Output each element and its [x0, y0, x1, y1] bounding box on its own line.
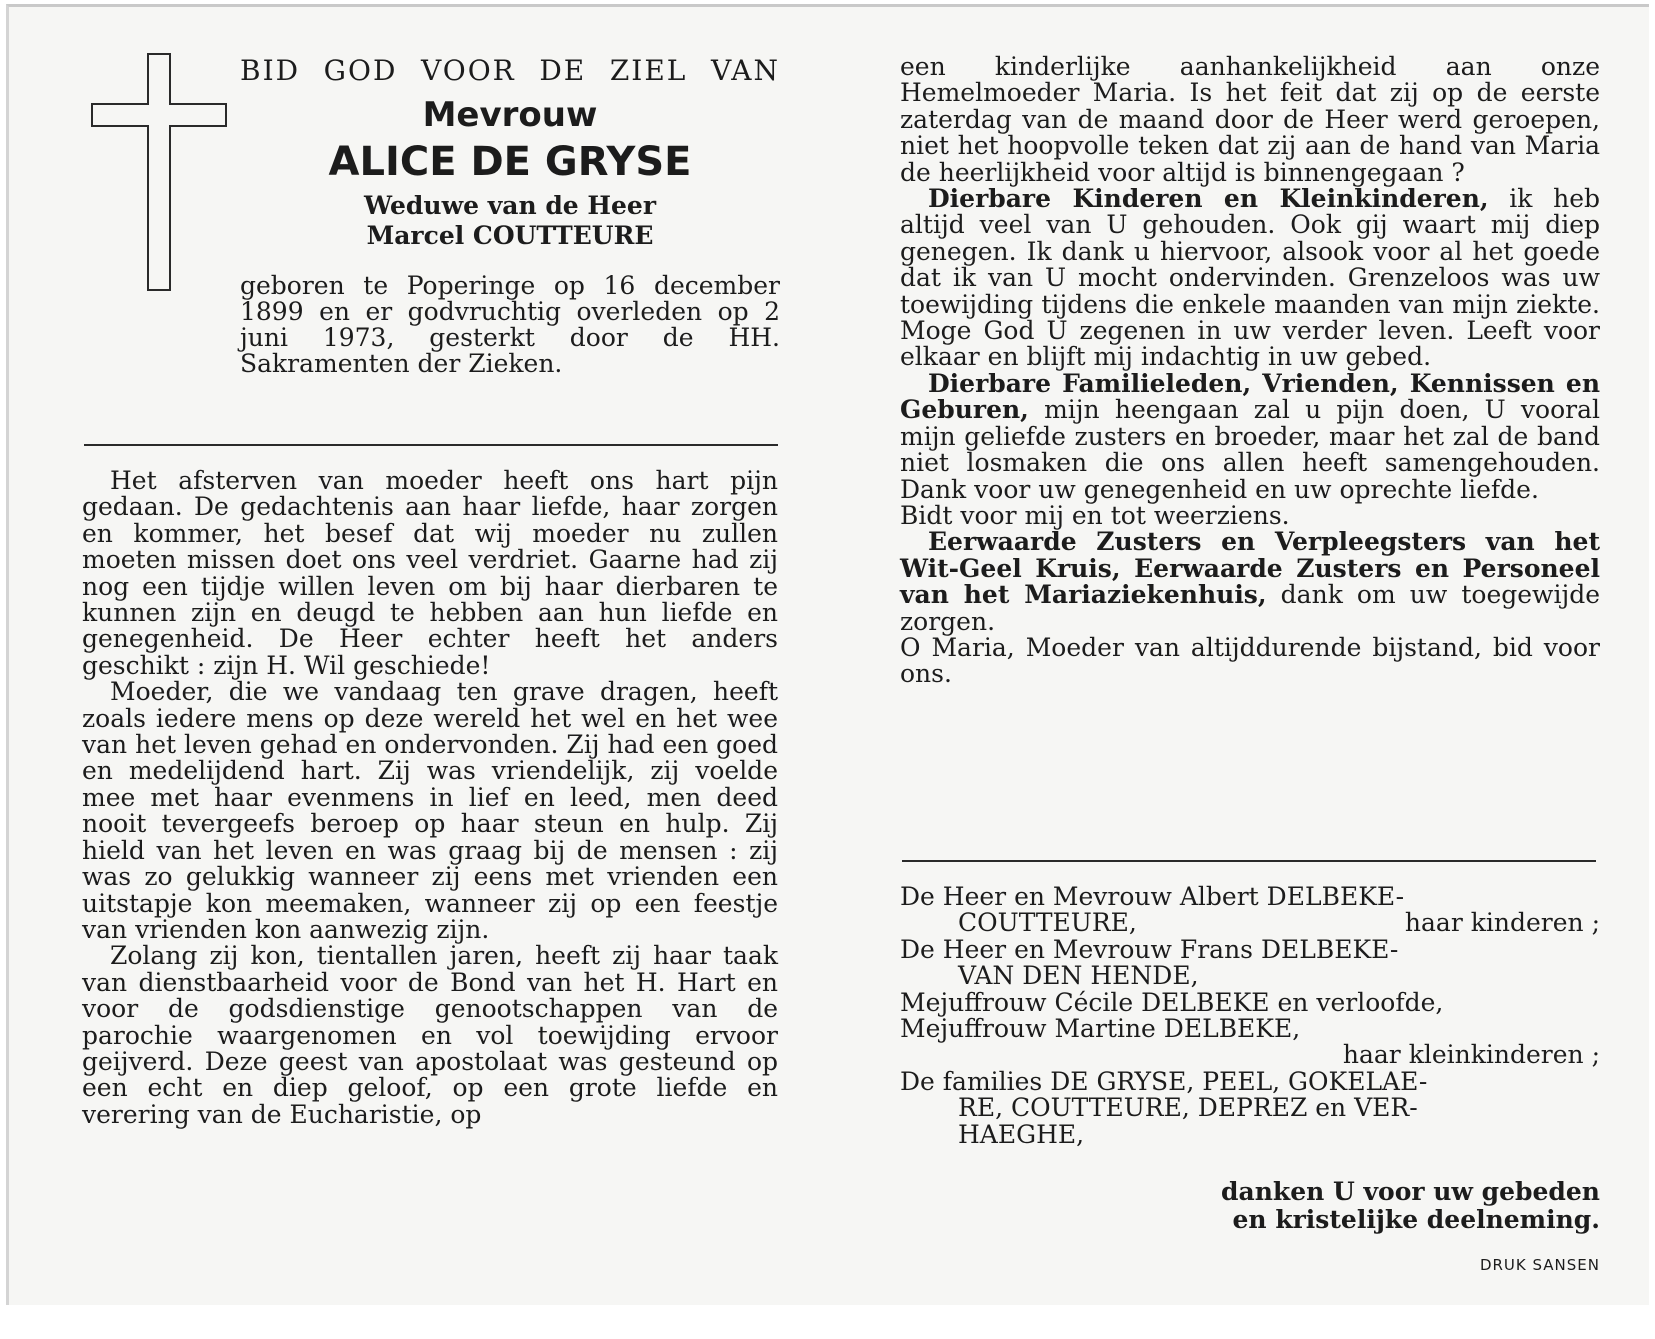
- family-line: HAEGHE,: [958, 1119, 1085, 1149]
- address-family: Dierbare Familieleden, Vrienden, Kennissen en Geburen,: [900, 368, 1600, 425]
- message-family: mijn heengaan zal u pijn doen, U vooral mijn geliefde zusters en broeder, maar het zal de band niet losmaken die ons allen heeft samengehouden. Dank voor uw genegenheid en uw oprechte liefde.: [900, 395, 1600, 504]
- left-paragraph-1: Het afsterven van moeder heeft ons hart pijn gedaan. De gedachtenis aan haar liefde, haar zorgen en kommer, het besef dat wij moeder nu zullen moeten missen doet ons veel verdriet. Gaarne had zij nog een tijdje willen leven om bij haar dierbaren te kunnen zijn en deugd te hebben aan hun liefde en genegenheid. De Heer echter heeft het anders geschikt : zijn H. Wil geschiede!: [82, 466, 778, 680]
- right-paragraph-4: Bidt voor mij en tot weerziens.: [900, 500, 1290, 530]
- family-line-part: COUTTEURE,: [958, 908, 1137, 938]
- family-line: haar kleinkinderen ;: [1342, 1040, 1600, 1070]
- title-mevrouw: Mevrouw: [422, 95, 598, 135]
- thanks-line-2: en kristelijke deelneming.: [1232, 1205, 1600, 1235]
- family-line: De Heer en Mevrouw Albert DELBEKE-: [900, 882, 1405, 911]
- family-line: De Heer en Mevrouw Frans DELBEKE-: [900, 934, 1399, 964]
- right-paragraph-5: [900, 529, 1600, 635]
- right-paragraph-1: een kinderlijke aanhankelijkheid aan onze Hemelmoeder Maria. Is het feit dat zij op de eerste zaterdag van de maand door de Heer werd geroepen, niet het hoopvolle teken dat zij aan de hand van Maria de heerlijkheid voor altijd is binnengegaan ?: [900, 52, 1600, 187]
- divider-left: [84, 444, 778, 446]
- header-block: [240, 54, 780, 402]
- family-line: [900, 910, 1600, 936]
- divider-right: [902, 860, 1596, 862]
- family-line: RE, COUTTEURE, DEPREZ en VER-: [958, 1093, 1418, 1123]
- family-line: De families DE GRYSE, PEEL, GOKELAE-: [900, 1066, 1428, 1096]
- family-line-part: haar kinderen ;: [1404, 908, 1600, 938]
- left-paragraph-3: Zolang zij kon, tientallen jaren, heeft zij haar taak van dienstbaarheid voor de Bond van het H. Hart en voor de godsdienstige genootschappen van de parochie waargenomen en vol toewijding ervoor geijverd. Deze geest van apostolaat was gesteund op een echt en diep geloof, op een grote liefde en verering van de Eucharistie, op: [82, 941, 778, 1129]
- family-line: Mejuffrouw Martine DELBEKE,: [900, 1014, 1301, 1044]
- family-line: Mejuffrouw Cécile DELBEKE en verloofde,: [900, 987, 1444, 1017]
- address-sisters: Eerwaarde Zusters en Verpleegsters van het Wit-Geel Kruis, Eerwaarde Zusters en Personeel van het Mariaziekenhuis,: [900, 527, 1600, 610]
- left-column: [82, 468, 778, 1128]
- message-children: ik heb altijd veel van U gehouden. Ook gij waart mij diep genegen. Ik dank u hiervoor, alsook voor al het goede dat ik van U mocht ondervinden. Grenzeloos was uw toewijding tijdens die enkele maanden van mijn ziekte. Moge God U zegenen in uw verder leven. Leeft voor elkaar en blijft mij indachtig in uw gebed.: [900, 184, 1600, 372]
- right-column: [900, 54, 1600, 688]
- prayer-heading: BID GOD VOOR DE ZIEL VAN: [240, 54, 780, 87]
- right-paragraph-2: [900, 186, 1600, 371]
- printer-credit: DRUK SANSEN: [1479, 1256, 1600, 1275]
- cross-icon: [90, 52, 230, 292]
- family-line: VAN DEN HENDE,: [958, 961, 1199, 991]
- widow-line-1: Weduwe van de Heer: [363, 191, 657, 220]
- address-children: Dierbare Kinderen en Kleinkinderen,: [928, 184, 1489, 214]
- right-paragraph-3: [900, 368, 1600, 504]
- right-paragraph-6: O Maria, Moeder van altijddurende bijstand, bid voor ons.: [900, 632, 1600, 689]
- thanks-text: [900, 1178, 1600, 1234]
- thanks-line-1: danken U voor uw gebeden: [1221, 1177, 1600, 1207]
- left-paragraph-2: Moeder, die we vandaag ten grave dragen, heeft zoals iedere mens op deze wereld het wel en het wee van het leven gehad en ondervonden. Zij had een goed en medelijdend hart. Zij was vriendelijk, zij voelde mee met haar evenmens in lief en leed, men deed nooit tevergeefs beroep op haar steun en hulp. Zij hield van het leven en was graag bij de mensen : zij was zo gelukkig wanneer zij eens met vrienden een uitstapje kon meemaken, wanneer zij op een feestje van vrienden kon aanwezig zijn.: [82, 677, 778, 944]
- deceased-name: ALICE DE GRYSE: [328, 139, 692, 185]
- message-sisters: dank om uw toegewijde zorgen.: [900, 580, 1600, 636]
- family-list: [900, 884, 1600, 1278]
- birth-death-text: geboren te Poperinge op 16 december 1899 en er godvruchtig overleden op 2 juni 1973, gesterkt door de HH. Sakramenten der Zieken.: [240, 271, 780, 378]
- widow-line-2: Marcel COUTTEURE: [366, 221, 654, 250]
